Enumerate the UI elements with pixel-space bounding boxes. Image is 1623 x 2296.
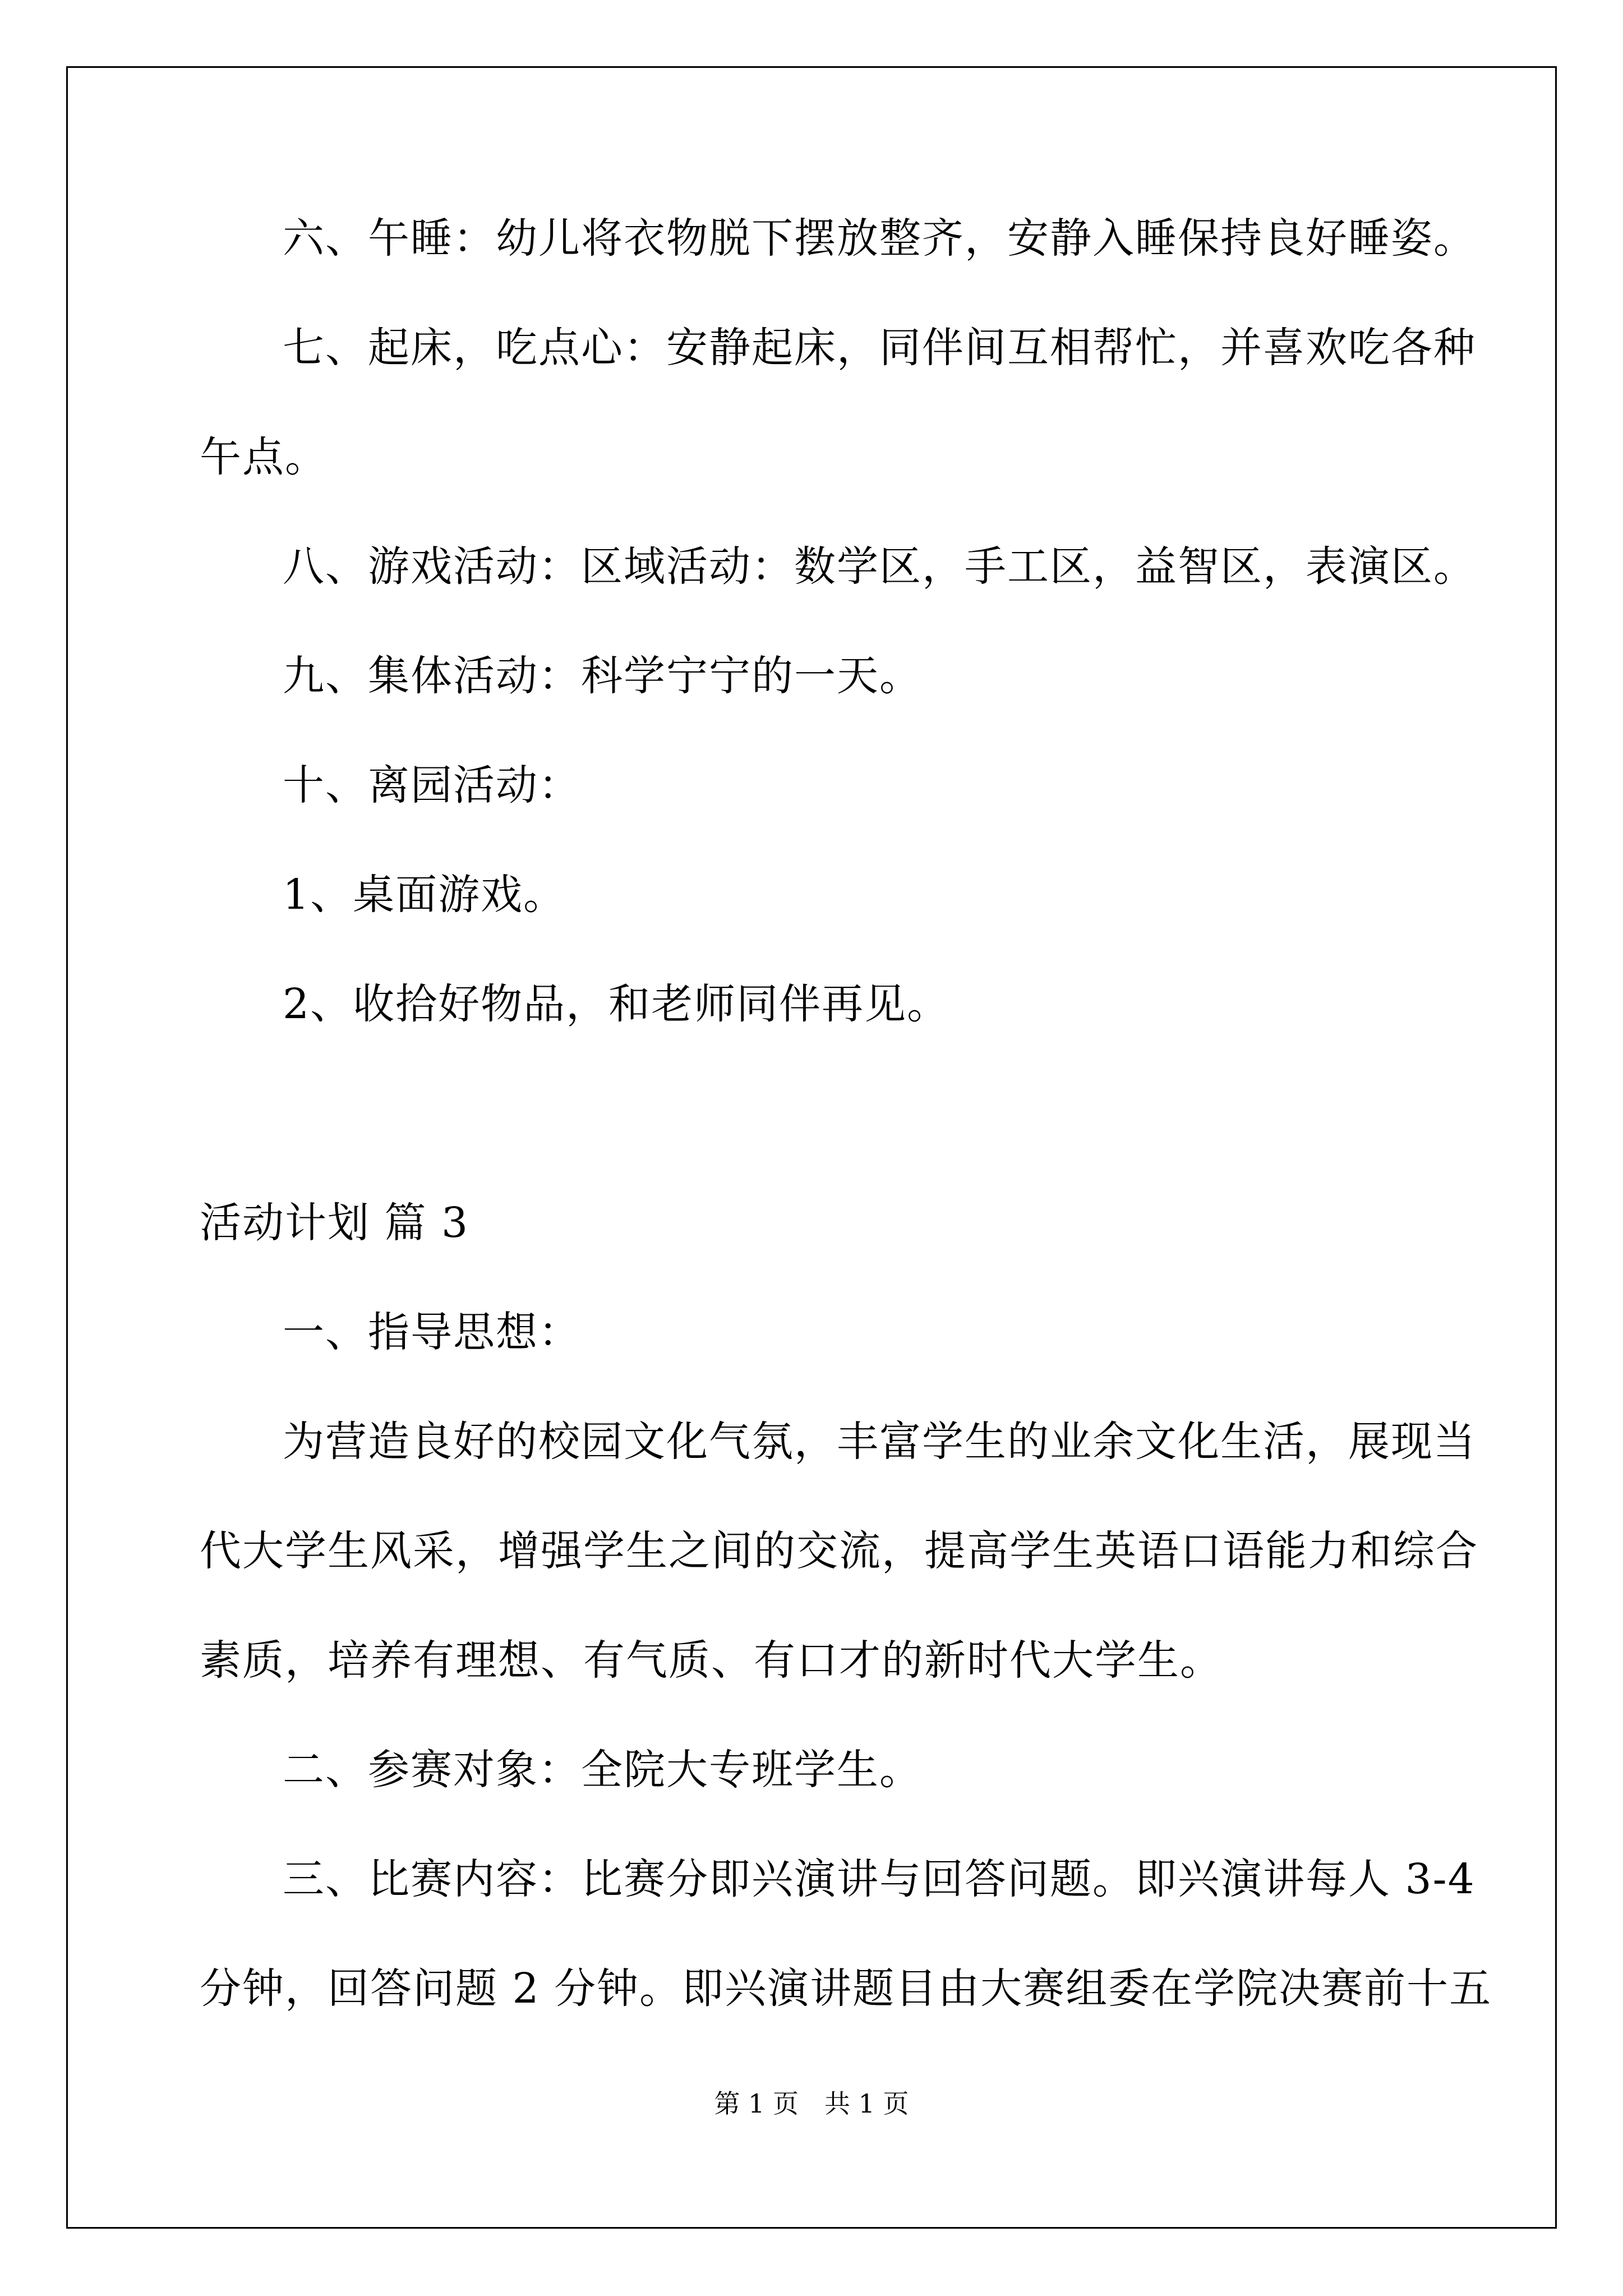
list-item-2: 2、收拾好物品，和老师同伴再见。 bbox=[283, 980, 950, 1028]
paragraph-leave: 十、离园活动： bbox=[283, 761, 581, 809]
section-heading: 活动计划 篇 3 bbox=[200, 1199, 469, 1247]
paragraph-guideline-2: 代大学生风采，增强学生之间的交流，提高学生英语口语能力和综合 bbox=[200, 1527, 1478, 1575]
list-item-1: 1、桌面游戏。 bbox=[283, 871, 566, 919]
paragraph-guideline-title: 一、指导思想： bbox=[283, 1308, 581, 1356]
paragraph-guideline-3: 素质，培养有理想、有气质、有口才的新时代大学生。 bbox=[200, 1636, 1223, 1685]
paragraph-content-2: 分钟，回答问题 2 分钟。即兴演讲题目由大赛组委在学院决赛前十五 bbox=[200, 1964, 1492, 2013]
paragraph-nap: 六、午睡：幼儿将衣物脱下摆放整齐，安静入睡保持良好睡姿。 bbox=[283, 214, 1476, 263]
paragraph-participants: 二、参赛对象：全院大专班学生。 bbox=[283, 1746, 922, 1794]
paragraph-wakeup-cont: 午点。 bbox=[200, 433, 328, 481]
page-footer: 第 1 页 共 1 页 bbox=[714, 2088, 909, 2119]
paragraph-content-1: 三、比赛内容：比赛分即兴演讲与回答问题。即兴演讲每人 3-4 bbox=[283, 1855, 1476, 1903]
paragraph-group: 九、集体活动：科学宁宁的一天。 bbox=[283, 652, 922, 700]
paragraph-wakeup: 七、起床，吃点心：安静起床，同伴间互相帮忙，并喜欢吃各种 bbox=[283, 324, 1476, 372]
paragraph-game: 八、游戏活动：区域活动：数学区，手工区，益智区，表演区。 bbox=[283, 542, 1476, 591]
paragraph-guideline-1: 为营造良好的校园文化气氛，丰富学生的业余文化生活，展现当 bbox=[283, 1418, 1476, 1466]
